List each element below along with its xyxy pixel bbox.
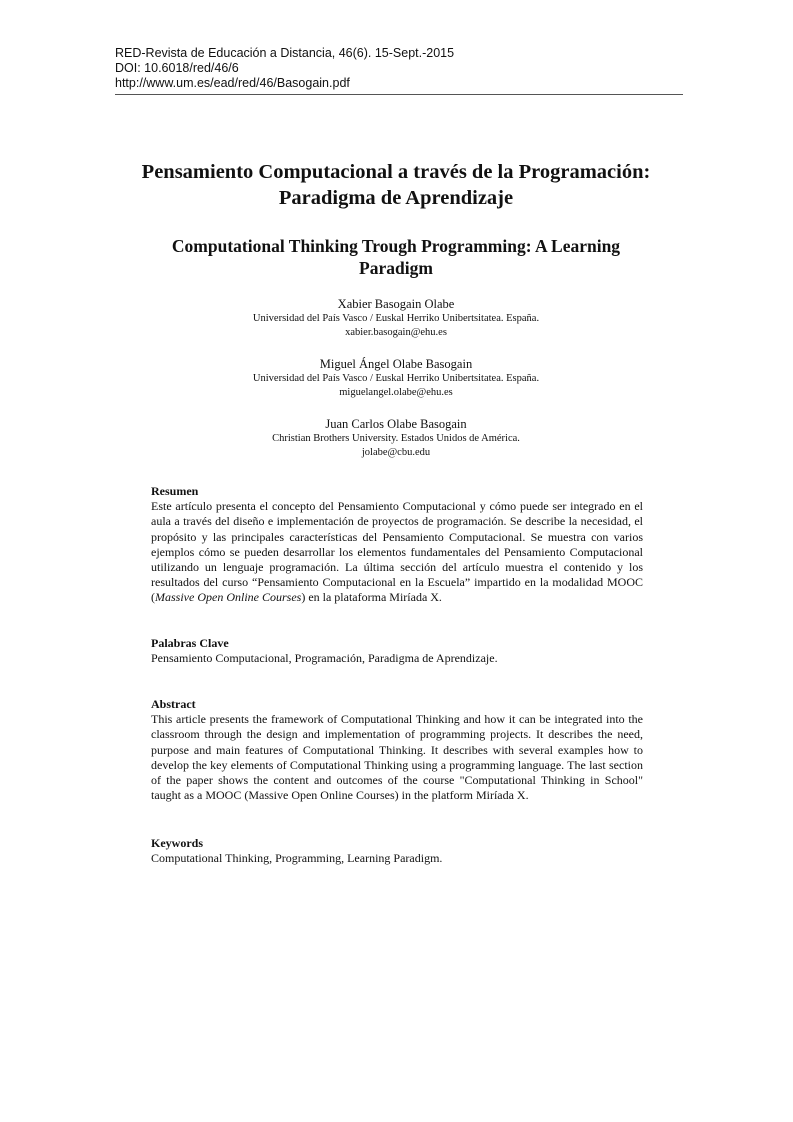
keywords-section (151, 836, 643, 866)
author-entry (150, 356, 642, 400)
abstract-heading: Abstract (151, 697, 196, 711)
palabras-clave-text: Pensamiento Computacional, Programación, Paradigma de Aprendizaje. (151, 651, 498, 666)
article-url[interactable]: http://www.um.es/ead/red/46/Basogain.pdf (115, 76, 350, 90)
header-divider (115, 94, 683, 95)
resumen-section (151, 484, 643, 606)
keywords-text: Computational Thinking, Programming, Learning Paradigm. (151, 851, 443, 866)
palabras-clave-heading: Palabras Clave (151, 636, 229, 650)
author-entry (150, 296, 642, 340)
author-affiliation: Christian Brothers University. Estados Unidos de América. (272, 433, 520, 444)
abstract-section (151, 697, 643, 803)
title-spanish-line-1: Pensamiento Computacional a través de la Programación: (141, 161, 651, 183)
resumen-heading: Resumen (151, 484, 199, 498)
title-english-line-1: Computational Thinking Trough Programming: A Learning (171, 236, 621, 256)
resumen-text: Este artículo presenta el concepto del Pensamiento Computacional y cómo puede ser integrado en el aula a través del diseño e implementación de proyectos de programación. Se describe la necesidad, el propósito y las principales características del Pensamiento Computacional. Se muestra con varios ejemplos cómo se pueden desarrollar los elementos fundamentales del Pensamiento Computacional utilizando un lenguaje programación. La última sección del artículo muestra el contenido y los resultados del curso “Pensamiento Computacional en la Escuela” impartido en la modalidad MOOC ( (151, 499, 643, 605)
author-name: Miguel Ángel Olabe Basogain (319, 357, 473, 371)
abstract-text: This article presents the framework of Computational Thinking and how it can be integrated into the classroom through the design and implementation of programming projects. It describes the need, purpose and main features of Computational Thinking. It describes with several examples how to develop the key elements of Computational Thinking using a programming language. The last section of the paper shows the content and outcomes of the course "Computational Thinking in School" taught as a MOOC (Massive Open Online Courses) in the platform Miríada X. (151, 712, 643, 803)
author-entry (150, 416, 642, 460)
resumen-body (151, 499, 643, 605)
journal-citation: RED-Revista de Educación a Distancia, 46(6). 15-Sept.-2015 (115, 46, 455, 60)
palabras-clave-section (151, 636, 643, 666)
author-email[interactable]: miguelangel.olabe@ehu.es (339, 387, 453, 398)
title-spanish-line-2: Paradigma de Aprendizaje (278, 187, 514, 209)
resumen-text-italic: Massive Open Online Courses (155, 590, 302, 605)
title-spanish (100, 159, 692, 211)
journal-header (115, 46, 683, 91)
title-english (130, 235, 662, 279)
title-english-line-2: Paradigm (359, 258, 433, 278)
author-email[interactable]: xabier.basogain@ehu.es (345, 327, 447, 338)
keywords-heading: Keywords (151, 836, 203, 850)
author-list (150, 296, 642, 476)
doi-line: DOI: 10.6018/red/46/6 (115, 61, 239, 75)
author-name: Xabier Basogain Olabe (337, 297, 455, 311)
author-name: Juan Carlos Olabe Basogain (325, 417, 467, 431)
author-email[interactable]: jolabe@cbu.edu (361, 447, 431, 458)
author-affiliation: Universidad del País Vasco / Euskal Herriko Unibertsitatea. España. (252, 313, 540, 324)
resumen-text-end: ) en la plataforma Miríada X. (301, 590, 442, 605)
author-affiliation: Universidad del País Vasco / Euskal Herriko Unibertsitatea. España. (252, 373, 540, 384)
